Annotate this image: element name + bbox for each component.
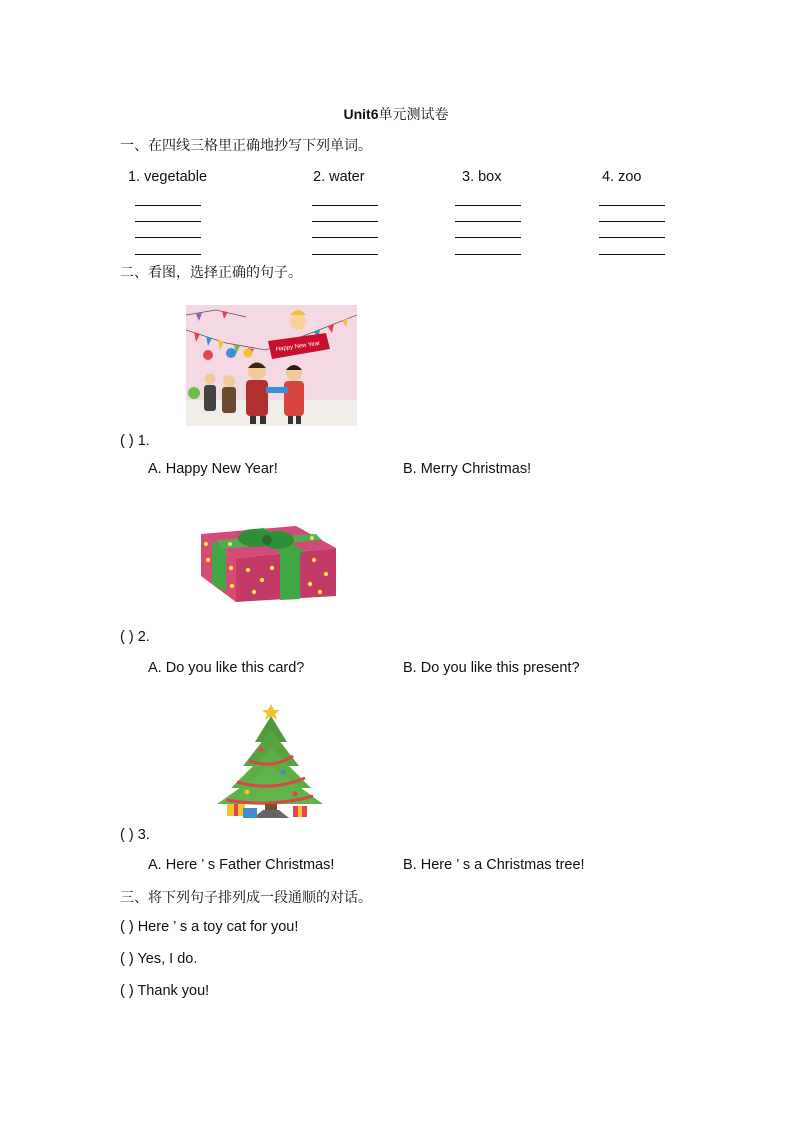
question-3-option-b[interactable]: B. Here ’ s a Christmas tree! bbox=[403, 857, 585, 873]
dialogue-item-3[interactable]: ( ) Thank you! bbox=[120, 983, 210, 999]
question-2-number[interactable]: ( ) 2. bbox=[120, 629, 150, 645]
question-3-number[interactable]: ( ) 3. bbox=[120, 827, 150, 843]
section3-heading: 三、将下列句子排列成一段通顺的对话。 bbox=[120, 890, 372, 906]
new-year-party-image bbox=[186, 305, 357, 426]
question-1-number[interactable]: ( ) 1. bbox=[120, 433, 150, 449]
title-unit: Unit6 bbox=[343, 106, 379, 122]
word-3: 3. box bbox=[462, 169, 502, 185]
section1-heading: 一、在四线三格里正确地抄写下列单词。 bbox=[120, 138, 372, 154]
question-1-option-a[interactable]: A. Happy New Year! bbox=[148, 461, 278, 477]
word-4: 4. zoo bbox=[602, 169, 642, 185]
gift-box-image bbox=[196, 522, 340, 604]
section2-heading: 二、看图，选择正确的句子。 bbox=[120, 265, 302, 281]
question-1-option-b[interactable]: B. Merry Christmas! bbox=[403, 461, 532, 477]
dialogue-item-1[interactable]: ( ) Here ’ s a toy cat for you! bbox=[120, 919, 299, 935]
question-3-option-a[interactable]: A. Here ’ s Father Christmas! bbox=[148, 857, 335, 873]
question-2-option-a[interactable]: A. Do you like this card? bbox=[148, 660, 305, 676]
title-rest: 单元测试卷 bbox=[378, 107, 449, 123]
dialogue-item-2[interactable]: ( ) Yes, I do. bbox=[120, 951, 198, 967]
question-2-option-b[interactable]: B. Do you like this present? bbox=[403, 660, 580, 676]
banner-text: Happy New Year bbox=[275, 340, 321, 353]
word-1: 1. vegetable bbox=[128, 169, 208, 185]
christmas-tree-image bbox=[213, 700, 325, 822]
word-2: 2. water bbox=[313, 169, 365, 185]
page-title bbox=[0, 104, 792, 124]
